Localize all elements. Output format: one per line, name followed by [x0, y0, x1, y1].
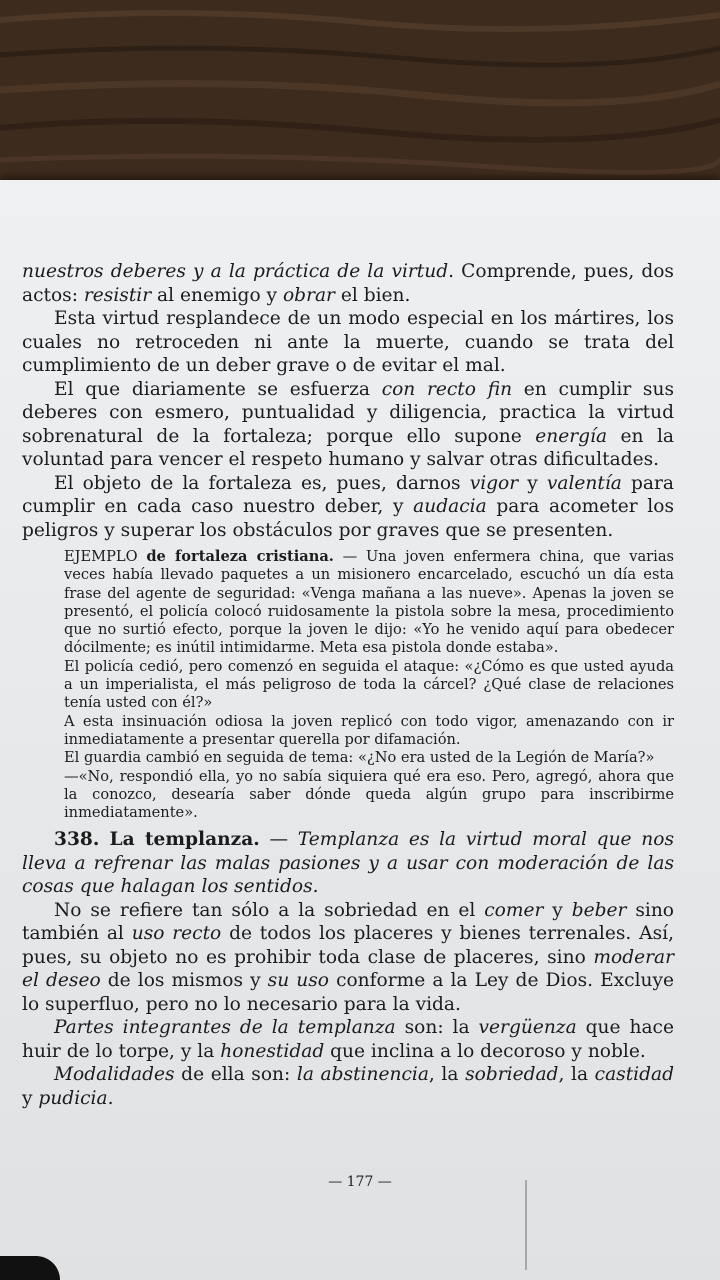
text-run: Templanza es la virtud moral que nos lleva a refrenar las malas pasiones y a usar con moderación de las cosas que halagan los sentidos. — [22, 829, 674, 898]
text-run: al enemigo y — [151, 284, 283, 306]
book-page — [0, 180, 720, 1280]
text-run: El policía cedió, pero comenzó en seguida el ataque: «¿Cómo es que usted ayuda a un imperialista, el más peligroso de toda la cárcel? ¿Qué clase de relaciones tenía usted con él?» — [64, 657, 674, 712]
body-paragraph — [22, 1016, 674, 1063]
text-run: El objeto de la fortaleza es, pues, darnos — [54, 472, 470, 494]
text-run: de fortaleza cristiana. — [146, 548, 334, 565]
text-run: y — [518, 472, 547, 494]
text-run: valentía — [546, 472, 622, 494]
text-run: , la — [428, 1064, 466, 1086]
text-run: audacia — [413, 496, 487, 517]
body-paragraph — [22, 899, 674, 1017]
text-run: honestidad — [220, 1040, 325, 1062]
section-heading-paragraph — [22, 828, 674, 899]
example-paragraph — [64, 548, 674, 658]
text-run: A esta insinuación odiosa la joven replicó con todo vigor, amenazando con ir inmediatamente a presentar querella por difamación. — [64, 712, 674, 748]
text-run: . — [107, 1087, 114, 1109]
text-run: la abstinencia — [296, 1064, 429, 1086]
text-run: EJEMPLO — [64, 548, 147, 565]
text-run: de todos los placeres y bienes terrenales. Así, pues, su objeto no es prohibir toda clase de placeres, sino — [22, 923, 674, 968]
text-run: — — [259, 829, 298, 851]
text-run: para acometer los peligros y superar los obstáculos por graves que se presenten. — [22, 496, 674, 541]
page-text — [22, 260, 674, 1110]
text-run: en cumplir sus deberes con esmero, puntualidad y diligencia, practica la virtud sobrenatural de la fortaleza; porque ello supone — [22, 378, 674, 447]
text-run: Esta virtud resplandece de un modo especial en los mártires, los cuales no retroceden ni ante la muerte, cuando se trata del cumplimiento de un deber grave o de evitar el mal. — [22, 308, 674, 376]
text-run: energía — [535, 425, 608, 447]
text-run: sino también al — [22, 899, 674, 945]
page-fold-shadow — [525, 1180, 527, 1270]
text-run: resistir — [83, 284, 152, 306]
text-run: — Una joven enfermera china, que varias veces había llevado paquetes a un misionero encarcelado, escuchó un día esta frase del agente de seguridad: «Venga mañana a las nueve». Apenas la joven se presentó, el policía colocó ruidosamente la pistola sobre la mesa, procedimiento que no surtió efecto, porque la joven le dijo: «Yo he venido aquí para obedecer dócilmente; es inútil intimidarme. Meta esa pistola donde estaba». — [64, 548, 675, 657]
example-paragraph — [64, 768, 674, 823]
text-run: No se refiere tan sólo a la sobriedad en el — [54, 899, 485, 921]
text-run: obrar — [282, 284, 335, 306]
text-run: El que diariamente se esfuerza — [54, 378, 382, 400]
example-paragraph — [64, 749, 674, 767]
example-paragraph — [64, 658, 674, 713]
text-run: el bien. — [334, 284, 411, 306]
example-paragraph — [64, 713, 674, 750]
text-run: sobriedad — [465, 1064, 559, 1086]
text-run: conforme a la Ley de Dios. Excluye lo superfluo, pero no lo necesario para la vida. — [22, 970, 675, 1015]
text-run: y — [22, 1087, 39, 1109]
body-paragraph — [22, 378, 674, 472]
text-run: vigor — [469, 472, 519, 494]
body-paragraph — [22, 260, 674, 307]
text-run: castidad — [594, 1064, 675, 1086]
text-run: y — [543, 899, 572, 921]
text-run: 338. La templanza. — [54, 829, 260, 851]
text-run: , la — [558, 1064, 595, 1086]
wooden-table-background — [0, 0, 720, 190]
text-run: en la voluntad para vencer el respeto humano y salvar otras dificultades. — [22, 425, 674, 470]
text-run: El guardia cambió en seguida de tema: «¿No era usted de la Legión de María?» — [64, 749, 655, 767]
body-paragraph — [22, 1063, 674, 1110]
text-run: moderar el deseo — [22, 946, 674, 992]
text-run: son: la — [395, 1017, 479, 1039]
text-run: de ella son: — [174, 1064, 297, 1086]
text-run: vergüenza — [478, 1017, 577, 1039]
text-run: —«No, respondió ella, yo no sabía siquiera qué era eso. Pero, agregó, ahora que la conozco, desearía saber dónde queda algún grupo para inscribirme inmediatamente». — [64, 767, 674, 822]
text-run: con recto fin — [381, 378, 513, 400]
text-run: beber — [571, 899, 627, 921]
example-block — [64, 548, 674, 822]
page-number: — 177 — — [328, 1174, 392, 1190]
text-run: pudicia — [38, 1087, 108, 1109]
body-paragraph — [22, 472, 674, 543]
text-run: que inclina a lo decoroso y noble. — [324, 1040, 646, 1062]
text-run: . Comprende, pues, dos actos: — [22, 261, 674, 306]
text-run: su uso — [267, 970, 329, 992]
text-run: que hace huir de lo torpe, y la — [22, 1017, 674, 1062]
text-run: Partes integrantes de la templanza — [54, 1017, 396, 1039]
text-run: comer — [484, 899, 544, 921]
text-run: de los mismos y — [100, 970, 268, 992]
text-run: uso recto — [131, 923, 222, 945]
body-paragraph — [22, 307, 674, 378]
text-run: Modalidades — [54, 1064, 175, 1086]
text-run: nuestros deberes y a la práctica de la virtud — [22, 261, 449, 282]
text-run: para cumplir en cada caso nuestro deber, y — [22, 472, 674, 517]
